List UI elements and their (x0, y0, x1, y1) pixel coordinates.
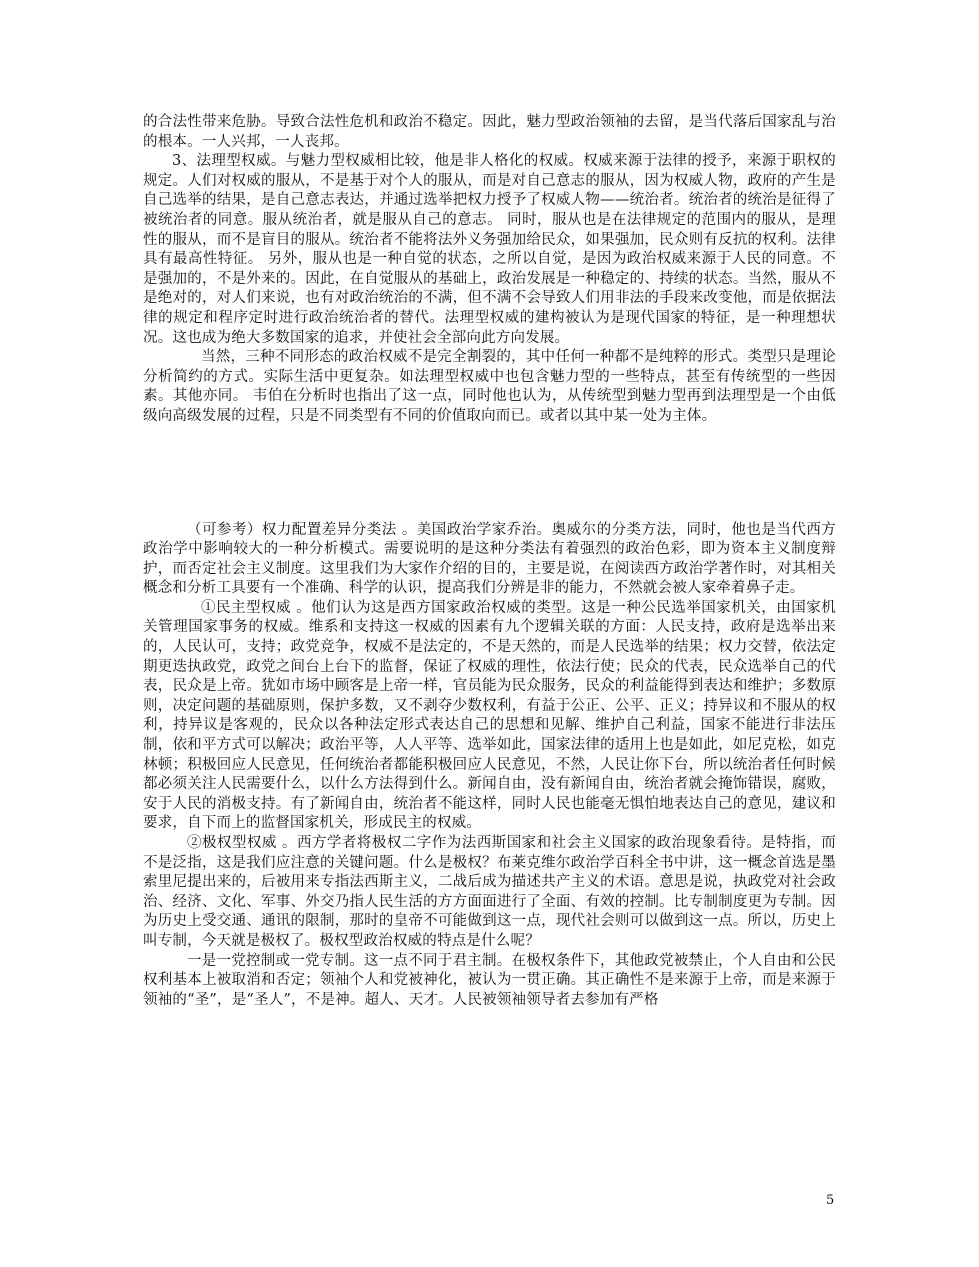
page-number: 5 (826, 1193, 835, 1208)
paragraph-three-types-summary: 当然，三种不同形态的政治权威不是完全割裂的，其中任何一种都不是纯粹的形式。类型只是理论分析简约的方式。实际生活中更复杂。如法理型权威中也包含魅力型的一些特点，甚至有传统型的一些因素。其他亦同。 韦伯在分析时也指出了这一点，同时他也认为，从传统型到魅力型再到法理型是一个由低级向高级发展的过程，只是不同类型有不同的价值取向而已。或者以其中某一处为主体。 (143, 349, 836, 424)
document-body (143, 113, 836, 1010)
paragraph-legal-rational-authority: 3、法理型权威。与魅力型权威相比较，他是非人格化的权威。权威来源于法律的授予，来源于职权的规定。人们对权威的服从，不是基于对个人的服从，而是对自己意志的服从，因为权威人物，政府的产生是自己选举的结果，是自己意志表达，并通过选举把权力授予了权威人物——统治者。统治者的统治是征得了被统治者的同意。服从统治者，就是服从自己的意志。 同时，服从也是在法律规定的范围内的服从，是理性的服从，而不是盲目的服从。统治者不能将法外义务强加给民众，如果强加，民众则有反抗的权利。法律具有最高性特征。 另外，服从也是一种自觉的状态，之所以自觉，是因为政治权威来源于人民的同意。不是强加的，不是外来的。因此，在自觉服从的基础上，政治发展是一种稳定的、持续的状态。当然，服从不是绝对的，对人们来说，也有对政治统治的不满，但不满不会导致人们用非法的手段来改变他，而是依据法律的规定和程序定时进行政治统治者的替代。法理型权威的建构被认为是现代国家的特征，是一种理想状况。这也成为绝大多数国家的追求，并使社会全部向此方向发展。 (143, 153, 836, 346)
paragraph-democratic-authority: ①民主型权威 。他们认为这是西方国家政治权威的类型。这是一种公民选举国家机关，由国家机关管理国家事务的权威。维系和支持这一权威的因素有九个逻辑关联的方面：人民支持，政府是选举出来的，人民认可，支持；政党竞争，权威不是法定的，不是天然的，而是人民选举的结果；权力交替，依法定期更迭执政党，政党之间台上台下的监督，保证了权威的理性，依法行使；民众的代表，民众选举自己的代表，民众是上帝。犹如市场中顾客是上帝一样，官员能为民众服务，民众的利益能得到表达和维护；多数原则，决定问题的基础原则，保护多数，又不剥夺少数权利，有益于公正、公平、正义；持异议和不服从的权利，持异议是客观的，民众以各种法定形式表达自己的思想和见解、维护自己利益，国家不能进行非法压制，依和平方式可以解决；政治平等，人人平等、选举如此，国家法律的适用上也是如此，如尼克松，如克林顿；积极回应人民意见，任何统治者都能积极回应人民意见，不然，人民让你下台，所以统治者任何时候都必须关注人民需要什么，以什么方法得到什么。新闻自由，没有新闻自由，统治者就会掩饰错误，腐败，安于人民的消极支持。有了新闻自由，统治者不能这样，同时人民也能毫无惧怕地表达自己的意见，建议和要求，自下而上的监督国家机关，形成民主的权威。 (143, 599, 836, 832)
paragraph-charismatic-conclusion: 的合法性带来危胁。导致合法性危机和政治不稳定。因此，魅力型政治领袖的去留，是当代落后国家乱与治的根本。一人兴邦，一人丧邦。 (143, 114, 836, 150)
paragraph-one-party-control: 一是一党控制或一党专制。这一点不同于君主制。在极权条件下，其他政党被禁止，个人自由和公民权利基本上被取消和否定；领袖个人和党被神化，被认为一贯正确。其正确性不是来源于上帝，而是来源于领袖的“圣”，是“圣人”，不是神。超人、天才。人民被领袖领导者去参加有严格 (143, 952, 836, 1008)
paragraph-power-allocation-classification: （可参考）权力配置差异分类法 。美国政治学家乔治。奥威尔的分类方法，同时，他也是当代西方政治学中影响较大的一种分析模式。需要说明的是这种分类法有着强烈的政治色彩，即为资本主义制度辩护，而否定社会主义制度。这里我们为大家作介绍的目的，主要是说，在阅读西方政治学著作时，对其相关概念和分析工具要有一个准确、科学的认识，提高我们分辨是非的能力，不然就会被人家牵着鼻子走。 (143, 521, 836, 597)
paragraph-totalitarian-authority: ②极权型权威 。西方学者将极权二字作为法西斯国家和社会主义国家的政治现象看待。是特指，而不是泛指，这是我们应注意的关键问题。什么是极权？布莱克维尔政治学百科全书中讲，这一概念首选是墨索里尼提出来的，后被用来专指法西斯主义，二战后成为描述共产主义的术语。意思是说，执政党对社会政治、经济、文化、军事、外交乃指人民生活的方方面面进行了全面、有效的控制。比专制制度更为专制。因为历史上受交通、通讯的限制，那时的皇帝不可能做到这一点，现代社会则可以做到这一点。所以，历史上叫专制，今天就是极权了。极权型政治权威的特点是什么呢？ (143, 835, 836, 949)
